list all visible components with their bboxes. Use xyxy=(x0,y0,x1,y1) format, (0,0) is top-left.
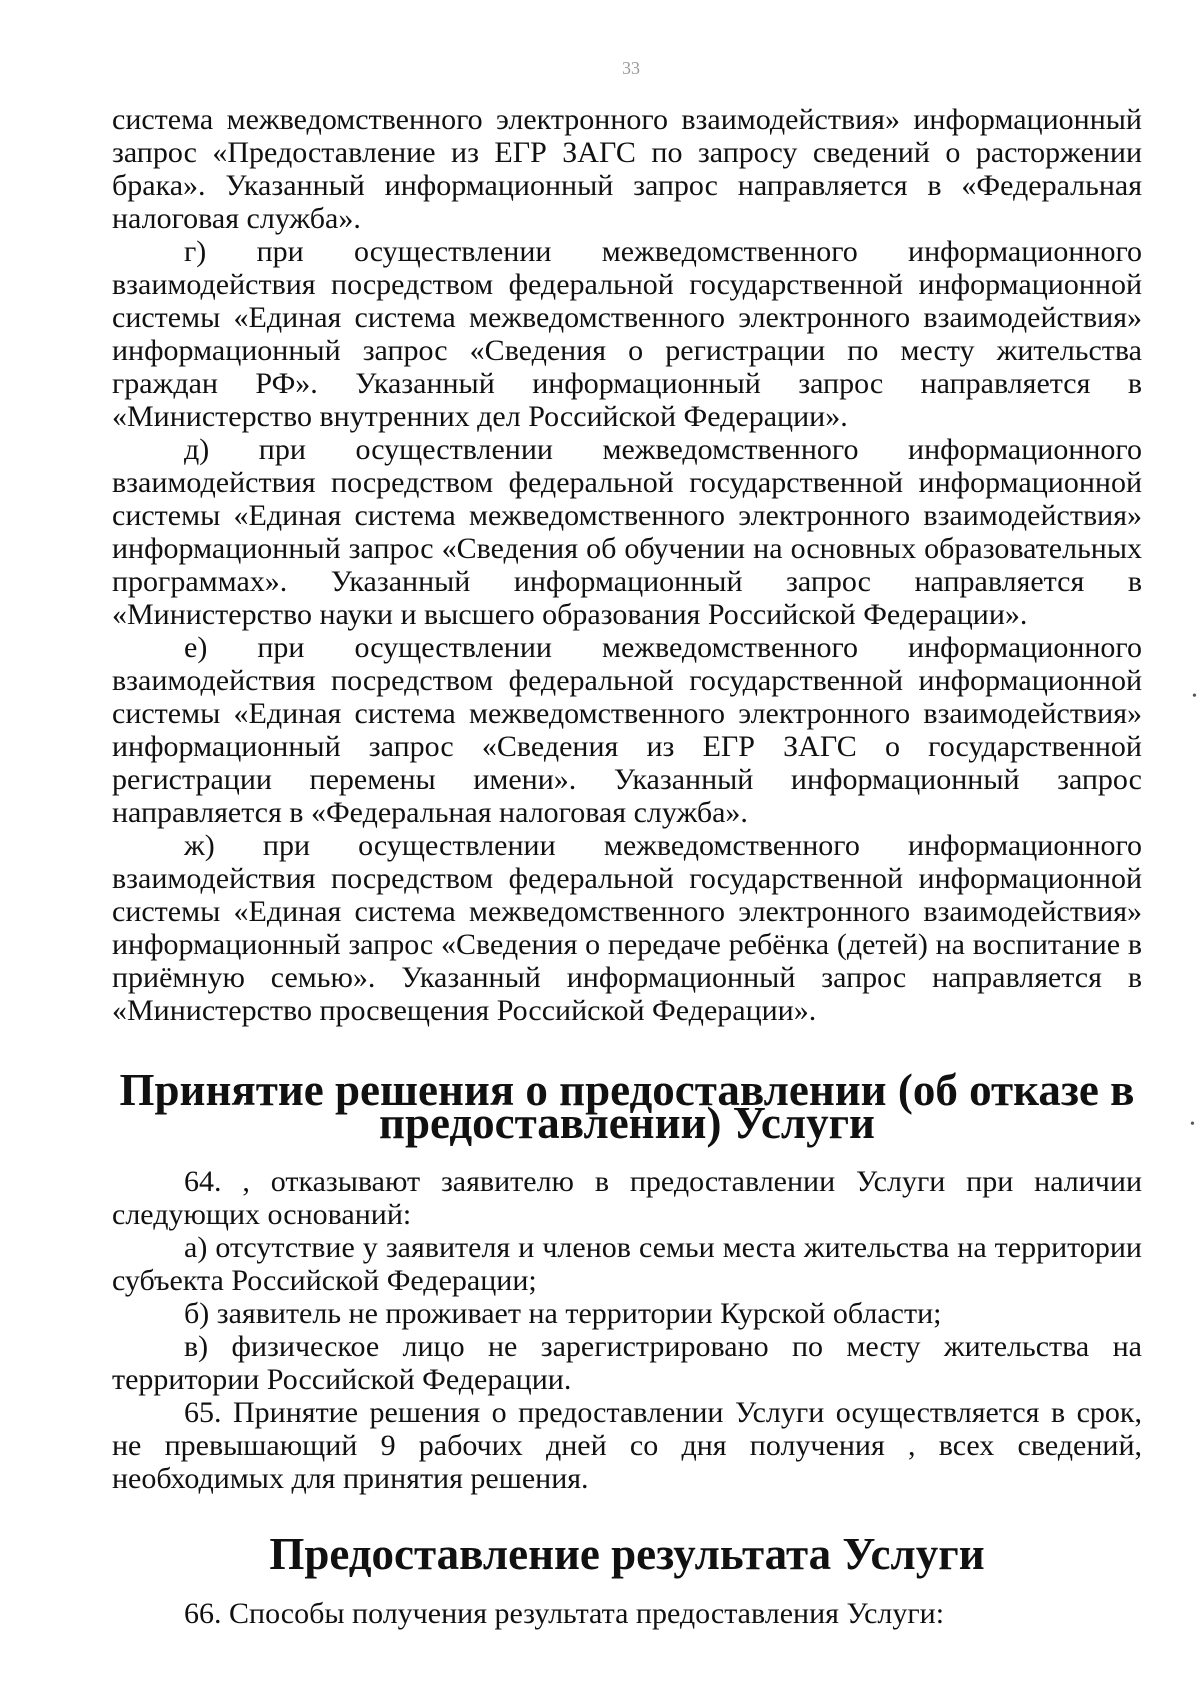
paragraph-64-v: в) физическое лицо не зарегистрировано по месту жительства на территории Российской Федерации. xyxy=(112,1330,1142,1396)
paragraph-64: 64. , отказывают заявителю в предоставлении Услуги при наличии следующих оснований: xyxy=(112,1165,1142,1231)
page-number: 33 xyxy=(622,58,640,78)
scan-speck: • xyxy=(1190,1117,1195,1132)
scan-speck: • xyxy=(1192,689,1197,704)
section-heading-decision: Принятие решения о предоставлении (об отказе в предоставлении) Услуги xyxy=(119,1065,1135,1148)
paragraph-item-zh: ж) при осуществлении межведомственного информационного взаимодействия посредством федеральной государственной информационной системы «Единая система межведомственного электронного взаимодействия» информационный запрос «Сведения о передаче ребёнка (детей) на воспитание в приёмную семью». Указанный информационный запрос направляется в «Министерство просвещения Российской Федерации». xyxy=(112,829,1142,1027)
paragraph-continuation: система межведомственного электронного взаимодействия» информационный запрос «Предоставление из ЕГР ЗАГС по запросу сведений о расторжении брака». Указанный информационный запрос направляется в «Федеральная налоговая служба». xyxy=(112,103,1142,235)
section-heading-result: Предоставление результата Услуги xyxy=(269,1529,985,1579)
paragraph-item-g: г) при осуществлении межведомственного информационного взаимодействия посредством федеральной государственной информационной системы «Единая система межведомственного электронного взаимодействия» информационный запрос «Сведения о регистрации по месту жительства граждан РФ». Указанный информационный запрос направляется в «Министерство внутренних дел Российской Федерации». xyxy=(112,235,1142,433)
paragraph-item-d: д) при осуществлении межведомственного информационного взаимодействия посредством федеральной государственной информационной системы «Единая система межведомственного электронного взаимодействия» информационный запрос «Сведения об обучении на основных образовательных программах». Указанный информационный запрос направляется в «Министерство науки и высшего образования Российской Федерации». xyxy=(112,433,1142,631)
paragraph-64-a: а) отсутствие у заявителя и членов семьи места жительства на территории субъекта Российской Федерации; xyxy=(112,1231,1142,1297)
paragraph-64-b: б) заявитель не проживает на территории Курской области; xyxy=(184,1297,942,1330)
document-body xyxy=(112,103,1142,1630)
paragraph-item-e: е) при осуществлении межведомственного информационного взаимодействия посредством федеральной государственной информационной системы «Единая система межведомственного электронного взаимодействия» информационный запрос «Сведения из ЕГР ЗАГС о государственной регистрации перемены имени». Указанный информационный запрос направляется в «Федеральная налоговая служба». xyxy=(112,631,1142,829)
paragraph-66: 66. Способы получения результата предоставления Услуги: xyxy=(184,1597,945,1630)
paragraph-65: 65. Принятие решения о предоставлении Услуги осуществляется в срок, не превышающий 9 рабочих дней со дня получения , всех сведений, необходимых для принятия решения. xyxy=(112,1396,1142,1495)
